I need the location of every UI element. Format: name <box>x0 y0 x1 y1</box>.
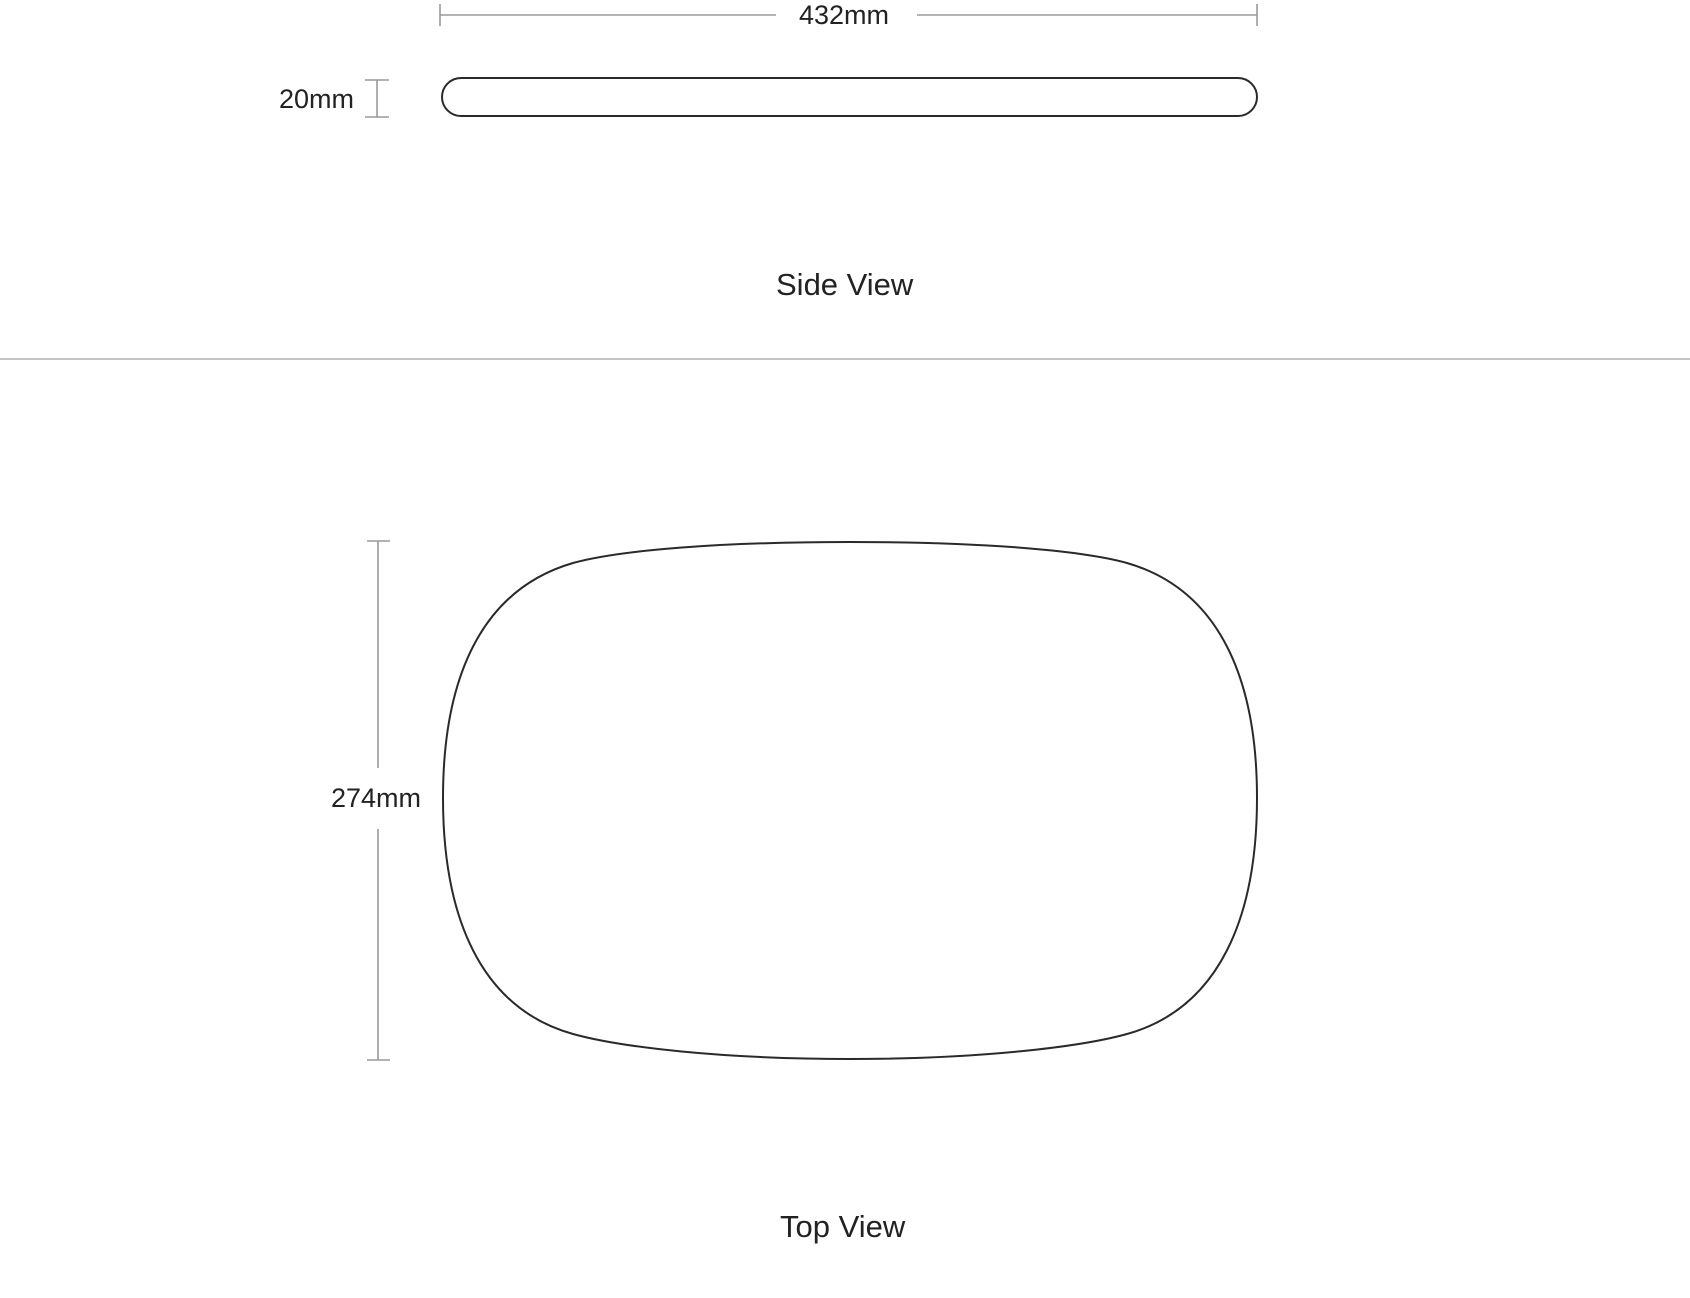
top-view-outline <box>443 542 1257 1059</box>
side-view-outline <box>442 78 1257 116</box>
side-width-label: 432mm <box>799 0 890 30</box>
side-height-dimension <box>365 80 389 117</box>
top-view-caption: Top View <box>780 1209 906 1244</box>
top-depth-label: 274mm <box>331 783 422 813</box>
side-height-label: 20mm <box>279 84 355 114</box>
section-divider <box>0 358 1690 360</box>
side-view-caption: Side View <box>776 267 914 302</box>
